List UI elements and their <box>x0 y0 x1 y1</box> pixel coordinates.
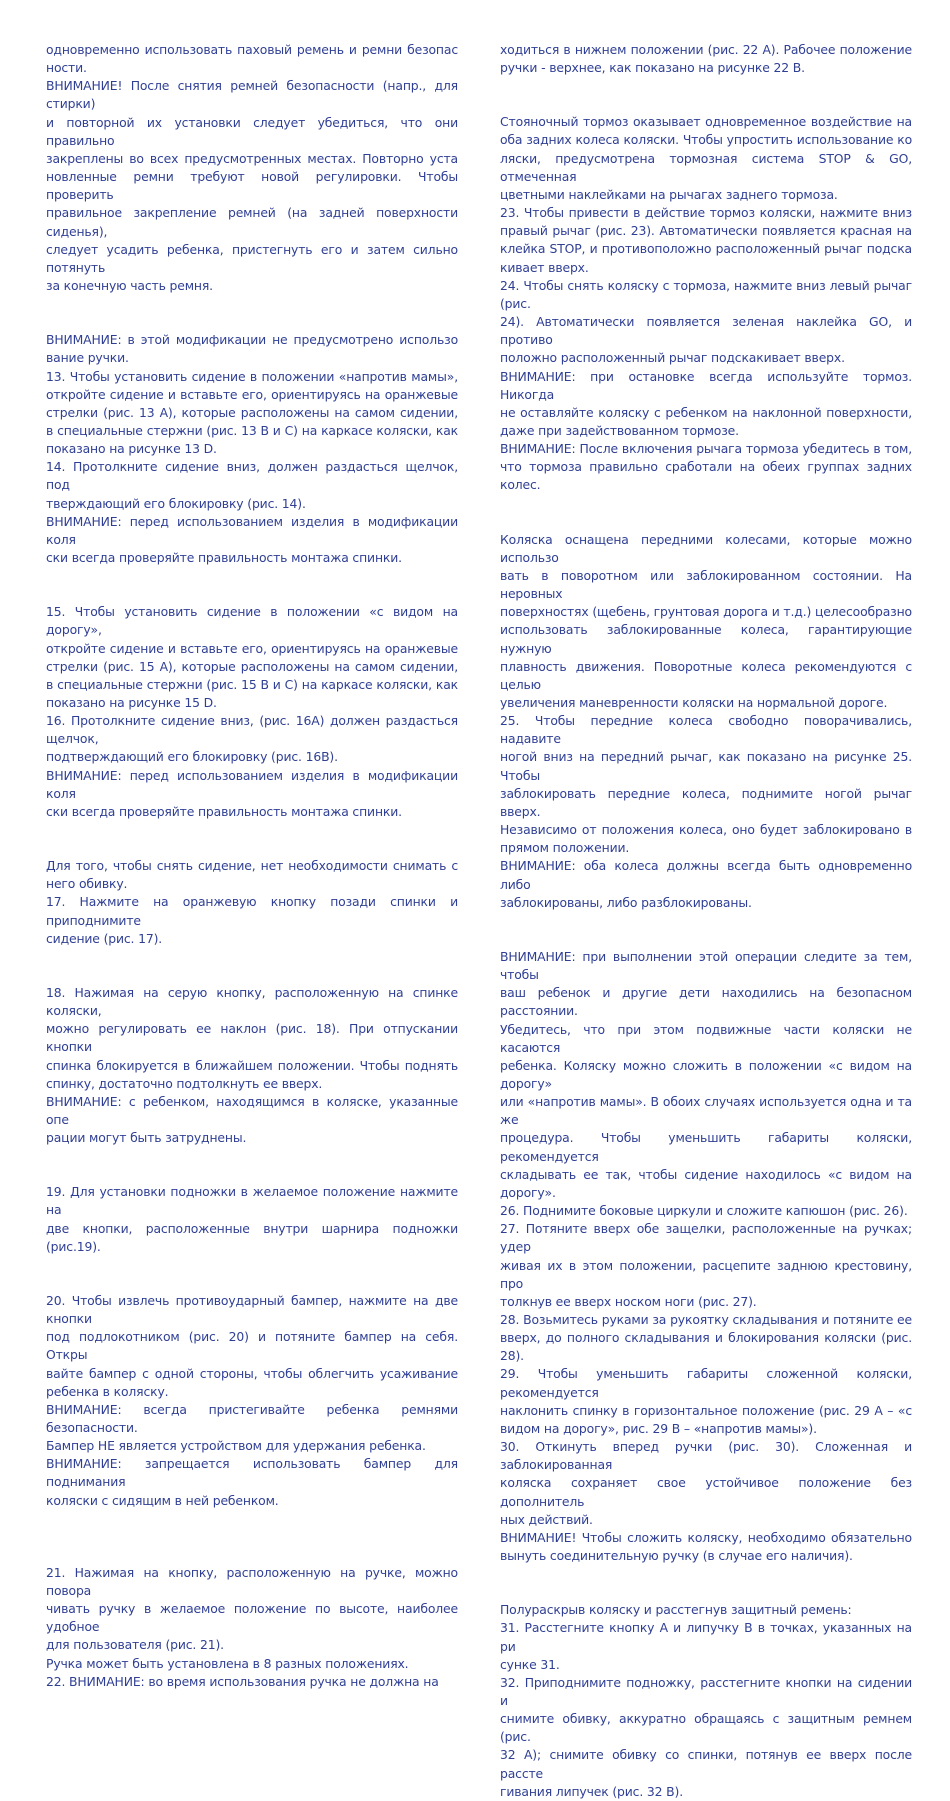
paragraph-spacer <box>46 821 458 857</box>
paragraph-spacer <box>500 495 912 531</box>
text-line: ВНИМАНИЕ: оба колеса должны всегда быть одновременно либо <box>500 858 912 892</box>
text-line: ребенка в коляску. <box>46 1383 169 1399</box>
text-line: вание ручки. <box>46 350 129 366</box>
text-line: стрелки (рис. 15 А), которые расположены на самом сидении, <box>46 658 458 674</box>
text-line: ВНИМАНИЕ: при выполнении этой операции следите за тем, чтобы <box>500 948 912 983</box>
text-line: 30. Откинуть вперед ручки (рис. 30). Сложенная и заблокированная <box>500 1439 912 1473</box>
paragraph-spacer <box>46 567 458 603</box>
text-line: 32. Приподнимите подножку, расстегните кнопки на сидении и <box>500 1674 912 1708</box>
text-line: кивает вверх. <box>500 259 589 275</box>
paragraph <box>500 1220 912 1311</box>
text-line: использовать заблокированные колеса, гарантирующие нужную <box>500 622 912 656</box>
text-line: Бампер НЕ является устройством для удержания ребенка. <box>46 1438 426 1454</box>
paragraph <box>46 1183 458 1256</box>
text-line: ляски, предусмотрена тормозная система STOP & GO, отмеченная <box>500 150 912 184</box>
text-line: ВНИМАНИЕ: в этой модификации не предусмотрено использо <box>46 332 458 348</box>
left-text-column <box>46 41 458 1691</box>
text-line: ВНИМАНИЕ: с ребенком, находящимся в коляске, указанные опе <box>46 1093 458 1127</box>
text-line: Независимо от положения колеса, оно будет заблокировано в <box>500 822 912 838</box>
text-line: ребенка. Коляску можно сложить в положении «с видом на дорогу» <box>500 1057 912 1091</box>
paragraph <box>46 458 458 512</box>
text-line: закреплены во всех предусмотренных местах. Повторно уста <box>46 150 458 166</box>
text-line: складывать ее так, чтобы сидение находилось «с видом на дорогу». <box>500 1166 912 1200</box>
paragraph <box>500 948 912 1202</box>
paragraph <box>500 1601 912 1619</box>
paragraph <box>46 1655 458 1673</box>
paragraph <box>500 857 912 911</box>
text-line: Ручка может быть установлена в 8 разных положениях. <box>46 1655 409 1671</box>
paragraph <box>500 1438 912 1529</box>
text-line: ВНИМАНИЕ: После включения рычага тормоза убедитесь в том, <box>500 441 912 457</box>
paragraph <box>46 603 458 712</box>
paragraph <box>46 77 458 295</box>
text-line: под подлокотником (рис. 20) и потяните бампер на себя. Откры <box>46 1329 458 1363</box>
text-line: 22. ВНИМАНИЕ: во время использования ручка не должна на <box>46 1673 439 1689</box>
text-line: для пользователя (рис. 21). <box>46 1637 224 1653</box>
text-line: не оставляйте коляску с ребенком на наклонной поверхности, <box>500 404 912 420</box>
paragraph <box>500 204 912 277</box>
text-line: в специальные стержни (рис. 13 В и С) на каркасе коляски, как <box>46 422 458 438</box>
text-line: 25. Чтобы передние колеса свободно поворачивались, надавите <box>500 713 912 747</box>
text-line: две кнопки, расположенные внутри шарнира подножки (рис.19). <box>46 1220 458 1254</box>
text-line: показано на рисунке 15 D. <box>46 695 217 710</box>
text-line: коляски с сидящим в ней ребенком. <box>46 1492 279 1508</box>
text-line: Коляска оснащена передними колесами, которые можно использо <box>500 531 912 565</box>
text-line: что тормоза правильно сработали на обеих группах задних колес. <box>500 459 912 493</box>
text-line: ски всегда проверяйте правильность монтажа спинки. <box>46 550 402 566</box>
text-line: можно регулировать ее наклон (рис. 18). При отпускании кнопки <box>46 1021 458 1055</box>
paragraph <box>46 857 458 893</box>
paragraph <box>500 712 912 857</box>
text-line: толкнув ее вверх носком ноги (рис. 27). <box>500 1293 757 1309</box>
text-line: даже при задействованном тормозе. <box>500 422 739 438</box>
paragraph <box>500 41 912 77</box>
text-line: Полураскрыв коляску и расстегнув защитный ремень: <box>500 1602 852 1618</box>
text-line: видом на дорогу», рис. 29 В – «напротив мамы»). <box>500 1420 817 1436</box>
text-line: ручки - верхнее, как показано на рисунке 22 В. <box>500 60 805 76</box>
text-line: Убедитесь, что при этом подвижные части коляски не касаются <box>500 1021 912 1055</box>
text-line: 21. Нажимая на кнопку, расположенную на ручке, можно повора <box>46 1564 458 1598</box>
paragraph-spacer <box>46 1510 458 1564</box>
text-line: плавность движения. Поворотные колеса рекомендуются с целью <box>500 658 912 692</box>
paragraph-spacer <box>500 77 912 113</box>
text-line: гивания липучек (рис. 32 В). <box>500 1783 683 1799</box>
text-line: ВНИМАНИЕ! После снятия ремней безопасности (напр., для стирки) <box>46 78 458 112</box>
paragraph <box>46 1455 458 1509</box>
text-line: ВНИМАНИЕ! Чтобы сложить коляску, необходимо обязательно <box>500 1529 912 1545</box>
paragraph <box>500 368 912 441</box>
text-line: 26. Поднимите боковые циркули и сложите капюшон (рис. 26). <box>500 1203 908 1219</box>
text-line: 15. Чтобы установить сидение в положении «с видом на дорогу», <box>46 604 458 638</box>
text-line: за конечную часть ремня. <box>46 278 213 294</box>
text-line: 20. Чтобы извлечь противоударный бампер, нажмите на две кнопки <box>46 1292 458 1327</box>
paragraph-spacer <box>500 1565 912 1601</box>
text-line: 23. Чтобы привести в действие тормоз коляски, нажмите вниз <box>500 205 912 221</box>
text-line: коляска сохраняет свое устойчивое положение без дополнитель <box>500 1475 912 1509</box>
text-line: 29. Чтобы уменьшить габариты сложенной коляски, рекомендуется <box>500 1366 912 1400</box>
text-line: 24. Чтобы снять коляску с тормоза, нажмите вниз левый рычаг (рис. <box>500 277 912 311</box>
text-line: 31. Расстегните кнопку А и липучку В в точках, указанных на ри <box>500 1620 912 1654</box>
paragraph <box>46 331 458 367</box>
paragraph <box>46 767 458 821</box>
paragraph <box>46 1564 458 1655</box>
text-line: процедура. Чтобы уменьшить габариты коляски, рекомендуется <box>500 1130 912 1164</box>
text-line: ваш ребенок и другие дети находились на безопасном расстоянии. <box>500 985 912 1019</box>
text-line: откройте сидение и вставьте его, ориентируясь на оранжевые <box>46 640 458 656</box>
text-line: стрелки (рис. 13 А), которые расположены на самом сидении, <box>46 404 458 420</box>
text-line: ных действий. <box>500 1511 593 1527</box>
text-line: вынуть соединительную ручку (в случае его наличия). <box>500 1548 853 1564</box>
text-line: чивать ручку в желаемое положение по высоте, наиболее удобное <box>46 1601 458 1635</box>
text-line: него обивку. <box>46 876 128 892</box>
paragraph <box>500 1311 912 1365</box>
paragraph <box>500 1365 912 1438</box>
text-line: и повторной их установки следует убедиться, что они правильно <box>46 114 458 148</box>
paragraph-spacer <box>46 295 458 331</box>
paragraph <box>500 277 912 368</box>
text-line: 13. Чтобы установить сидение в положении «напротив мамы», <box>46 368 458 384</box>
paragraph <box>500 1674 912 1801</box>
text-line: снимите обивку, аккуратно обращаясь с защитным ремнем (рис. <box>500 1711 912 1745</box>
text-line: поверхностях (щебень, грунтовая дорога и т.д.) целесообразно <box>500 604 912 620</box>
paragraph <box>46 513 458 567</box>
paragraph-spacer <box>46 948 458 984</box>
paragraph <box>46 1292 458 1401</box>
text-line: показано на рисунке 13 D. <box>46 441 217 457</box>
text-line: увеличения маневренности коляски на нормальной дороге. <box>500 695 888 710</box>
text-line: вайте бампер с одной стороны, чтобы облегчить усаживание <box>46 1365 458 1381</box>
text-line: сунке 31. <box>500 1656 560 1672</box>
text-line: спинка блокируется в ближайшем положении. Чтобы поднять <box>46 1057 458 1073</box>
text-line: новленные ремни требуют новой регулировки. Чтобы проверить <box>46 169 458 203</box>
text-line: ВНИМАНИЕ: запрещается использовать бампер для поднимания <box>46 1456 458 1490</box>
text-line: 14. Протолкните сидение вниз, должен раздасться щелчок, под <box>46 459 458 493</box>
text-line: положно расположенный рычаг подскакивает вверх. <box>500 350 845 366</box>
text-line: 16. Протолкните сидение вниз, (рис. 16А) должен раздасться щелчок, <box>46 713 458 747</box>
text-line: откройте сидение и вставьте его, ориентируясь на оранжевые <box>46 386 458 402</box>
paragraph-spacer <box>500 912 912 948</box>
text-line: 19. Для установки подножки в желаемое положение нажмите на <box>46 1184 458 1218</box>
paragraph <box>46 893 458 947</box>
text-line: тверждающий его блокировку (рис. 14). <box>46 495 306 511</box>
text-line: 18. Нажимая на серую кнопку, расположенную на спинке коляски, <box>46 984 458 1019</box>
text-line: 17. Нажмите на оранжевую кнопку позади спинки и приподнимите <box>46 894 458 928</box>
text-line: или «напротив мамы». В обоих случаях используется одна и та же <box>500 1094 912 1128</box>
text-line: 27. Потяните вверх обе защелки, расположенные на ручках; удер <box>500 1221 912 1255</box>
text-line: следует усадить ребенка, пристегнуть его и затем сильно потянуть <box>46 241 458 275</box>
text-line: 28. Возьмитесь руками за рукоятку складывания и потяните ее <box>500 1312 912 1327</box>
text-line: 32 А); снимите обивку со спинки, потянув ее вверх после рассте <box>500 1747 912 1781</box>
text-line: вать в поворотном или заблокированном состоянии. На неровных <box>500 567 912 602</box>
text-line: вверх, до полного складывания и блокирования коляски (рис. 28). <box>500 1330 912 1364</box>
paragraph <box>500 1529 912 1565</box>
text-line: живая их в этом положении, расцепите заднюю крестовину, про <box>500 1257 912 1291</box>
text-line: ВНИМАНИЕ: перед использованием изделия в модификации коля <box>46 513 458 547</box>
paragraph <box>500 440 912 494</box>
paragraph <box>500 1619 912 1673</box>
text-line: цветными наклейками на рычагах заднего тормоза. <box>500 186 838 202</box>
text-line: прямом положении. <box>500 840 630 856</box>
paragraph <box>500 1202 912 1220</box>
text-line: в специальные стержни (рис. 15 В и С) на каркасе коляски, как <box>46 676 458 692</box>
text-line: одновременно использовать паховый ремень и ремни безопас <box>46 42 458 57</box>
paragraph <box>500 531 912 713</box>
text-line: правый рычаг (рис. 23). Автоматически появляется красная на <box>500 223 912 239</box>
text-line: клейка STOP, и противоположно расположенный рычаг подска <box>500 241 912 257</box>
text-line: заблокировать передние колеса, поднимите ногой рычаг вверх. <box>500 785 912 819</box>
paragraph <box>46 1401 458 1455</box>
paragraph <box>46 1093 458 1147</box>
text-line: ности. <box>46 60 87 76</box>
text-line: Стояночный тормоз оказывает одновременное воздействие на <box>500 114 912 130</box>
text-line: ходиться в нижнем положении (рис. 22 А). Рабочее положение <box>500 42 912 57</box>
text-line: ВНИМАНИЕ: всегда пристегивайте ребенка ремнями безопасности. <box>46 1401 458 1435</box>
text-line: спинку, достаточно подтолкнуть ее вверх. <box>46 1075 323 1091</box>
text-line: ВНИМАНИЕ: перед использованием изделия в модификации коля <box>46 767 458 801</box>
paragraph <box>46 1673 458 1691</box>
text-line: 24). Автоматически появляется зеленая наклейка GO, и противо <box>500 314 912 348</box>
paragraph <box>46 984 458 1093</box>
text-line: правильное закрепление ремней (на задней поверхности сиденья), <box>46 205 458 239</box>
paragraph-spacer <box>46 1256 458 1292</box>
text-line: ВНИМАНИЕ: при остановке всегда используйте тормоз. Никогда <box>500 368 912 402</box>
text-line: заблокированы, либо разблокированы. <box>500 894 752 910</box>
paragraph-spacer <box>46 1147 458 1183</box>
right-text-column <box>500 41 912 1801</box>
paragraph <box>500 113 912 204</box>
text-line: ски всегда проверяйте правильность монтажа спинки. <box>46 803 402 819</box>
paragraph <box>46 712 458 766</box>
text-line: подтверждающий его блокировку (рис. 16В). <box>46 749 338 765</box>
text-line: ногой вниз на передний рычаг, как показано на рисунке 25. Чтобы <box>500 749 912 783</box>
text-line: рации могут быть затруднены. <box>46 1130 247 1146</box>
text-line: оба задних колеса коляски. Чтобы упростить использование ко <box>500 132 912 148</box>
paragraph <box>46 41 458 77</box>
text-line: сидение (рис. 17). <box>46 930 163 946</box>
paragraph <box>46 368 458 459</box>
text-line: наклонить спинку в горизонтальное положение (рис. 29 А – «с <box>500 1402 912 1418</box>
text-line: Для того, чтобы снять сидение, нет необходимости снимать с <box>46 858 458 874</box>
